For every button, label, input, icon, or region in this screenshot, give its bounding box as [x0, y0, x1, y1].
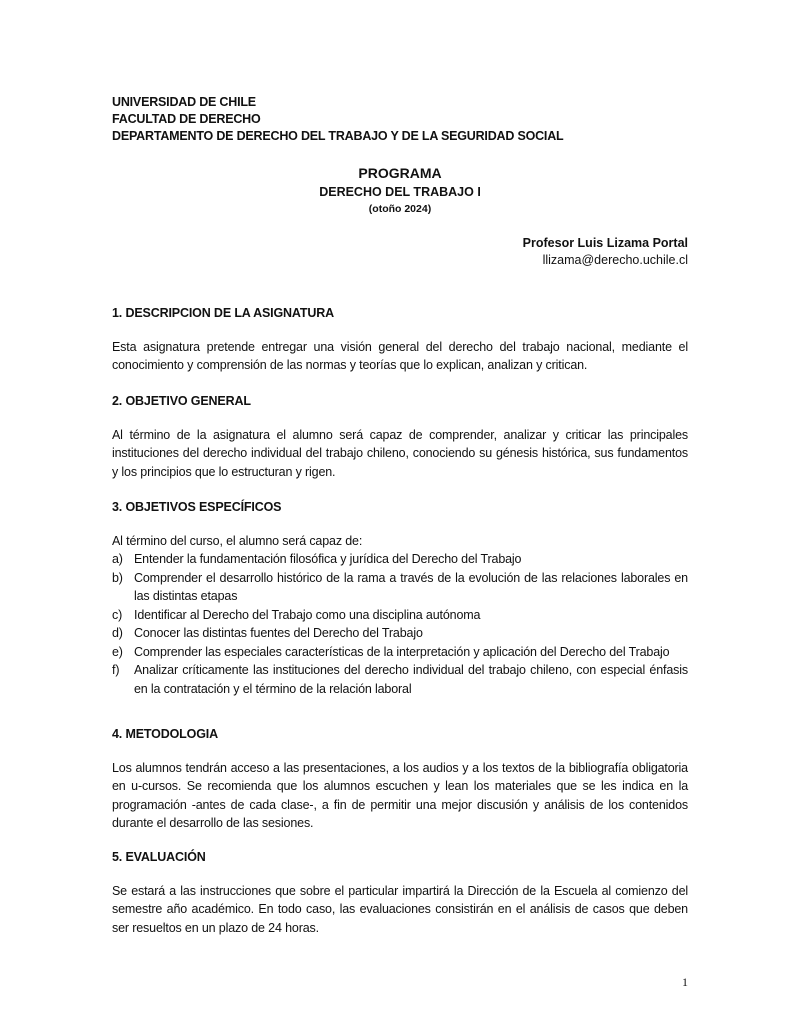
list-item-text: Conocer las distintas fuentes del Derecho del Trabajo — [134, 626, 423, 640]
list-marker: f) — [112, 663, 120, 677]
professor-name: Profesor Luis Lizama Portal — [522, 236, 688, 250]
list-marker: a) — [112, 552, 123, 566]
section-text: Se estará a las instrucciones que sobre el particular impartirá la Dirección de la Escuela al comienzo del semestre año académico. En todo caso, las evaluaciones consistirán en el análisis de casos que deben ser resueltos en un plazo de 24 horas. — [112, 883, 688, 935]
list-item — [112, 661, 688, 698]
objectives-list — [112, 550, 688, 698]
list-item — [112, 624, 688, 643]
faculty-name: FACULTAD DE DERECHO — [112, 112, 261, 126]
section-specific-objectives — [112, 498, 688, 698]
section-text: Los alumnos tendrán acceso a las presentaciones, a los audios y a los textos de la bibliografía obligatoria en u-cursos. Se recomienda que los alumnos escuchen y lean los materiales que se les indica en la programación -antes de cada clase-, a fin de permitir una mejor discusión y análisis de los contenidos durante el desarrollo de las sesiones. — [112, 760, 688, 830]
institution-header — [112, 94, 563, 145]
section-intro: Al término del curso, el alumno será capaz de: — [112, 533, 363, 548]
list-item — [112, 569, 688, 606]
list-item — [112, 606, 688, 625]
section-evaluation — [112, 848, 688, 937]
section-text: Esta asignatura pretende entregar una visión general del derecho del trabajo nacional, mediante el conocimiento y comprensión de las normas y teorías que lo explican, analizan y critican. — [112, 339, 688, 372]
university-name: UNIVERSIDAD DE CHILE — [112, 95, 256, 109]
section-heading: 2. OBJETIVO GENERAL — [112, 394, 251, 408]
section-general-objective — [112, 392, 688, 481]
list-marker: d) — [112, 626, 123, 640]
list-marker: c) — [112, 607, 123, 622]
list-item — [112, 550, 688, 569]
section-heading: 1. DESCRIPCION DE LA ASIGNATURA — [112, 306, 334, 320]
professor-email: llizama@derecho.uchile.cl — [542, 253, 688, 267]
list-item — [112, 643, 688, 662]
page-number: 1 — [682, 975, 688, 989]
list-item-text: Comprender las especiales características de la interpretación y aplicación del Derecho del Trabajo — [134, 644, 670, 659]
course-term: (otoño 2024) — [368, 203, 432, 215]
list-marker: b) — [112, 570, 123, 585]
section-heading: 3. OBJETIVOS ESPECÍFICOS — [112, 500, 282, 514]
section-heading: 5. EVALUACIÓN — [112, 850, 206, 864]
section-text: Al término de la asignatura el alumno será capaz de comprender, analizar y criticar las principales instituciones del derecho individual del trabajo chileno, conociendo su génesis histórica, sus fundamentos y los principios que lo estructuran y rigen. — [112, 427, 688, 479]
list-marker: e) — [112, 644, 123, 659]
section-methodology — [112, 725, 688, 833]
list-item-text: Entender la fundamentación filosófica y jurídica del Derecho del Trabajo — [134, 552, 522, 566]
department-name: DEPARTAMENTO DE DERECHO DEL TRABAJO Y DE LA SEGURIDAD SOCIAL — [112, 129, 564, 143]
list-item-text: Comprender el desarrollo histórico de la rama a través de la evolución de las relaciones laborales en las distintas etapas — [134, 570, 688, 603]
professor-block — [523, 235, 688, 269]
program-title: PROGRAMA — [358, 165, 442, 181]
list-item-text: Identificar al Derecho del Trabajo como una disciplina autónoma — [134, 607, 481, 622]
section-heading: 4. METODOLOGIA — [112, 727, 219, 741]
section-description — [112, 304, 688, 375]
list-item-text: Analizar críticamente las instituciones del derecho individual del trabajo chileno, con especial énfasis en la contratación y el término de la relación laboral — [134, 663, 688, 696]
course-name: DERECHO DEL TRABAJO I — [319, 185, 481, 199]
